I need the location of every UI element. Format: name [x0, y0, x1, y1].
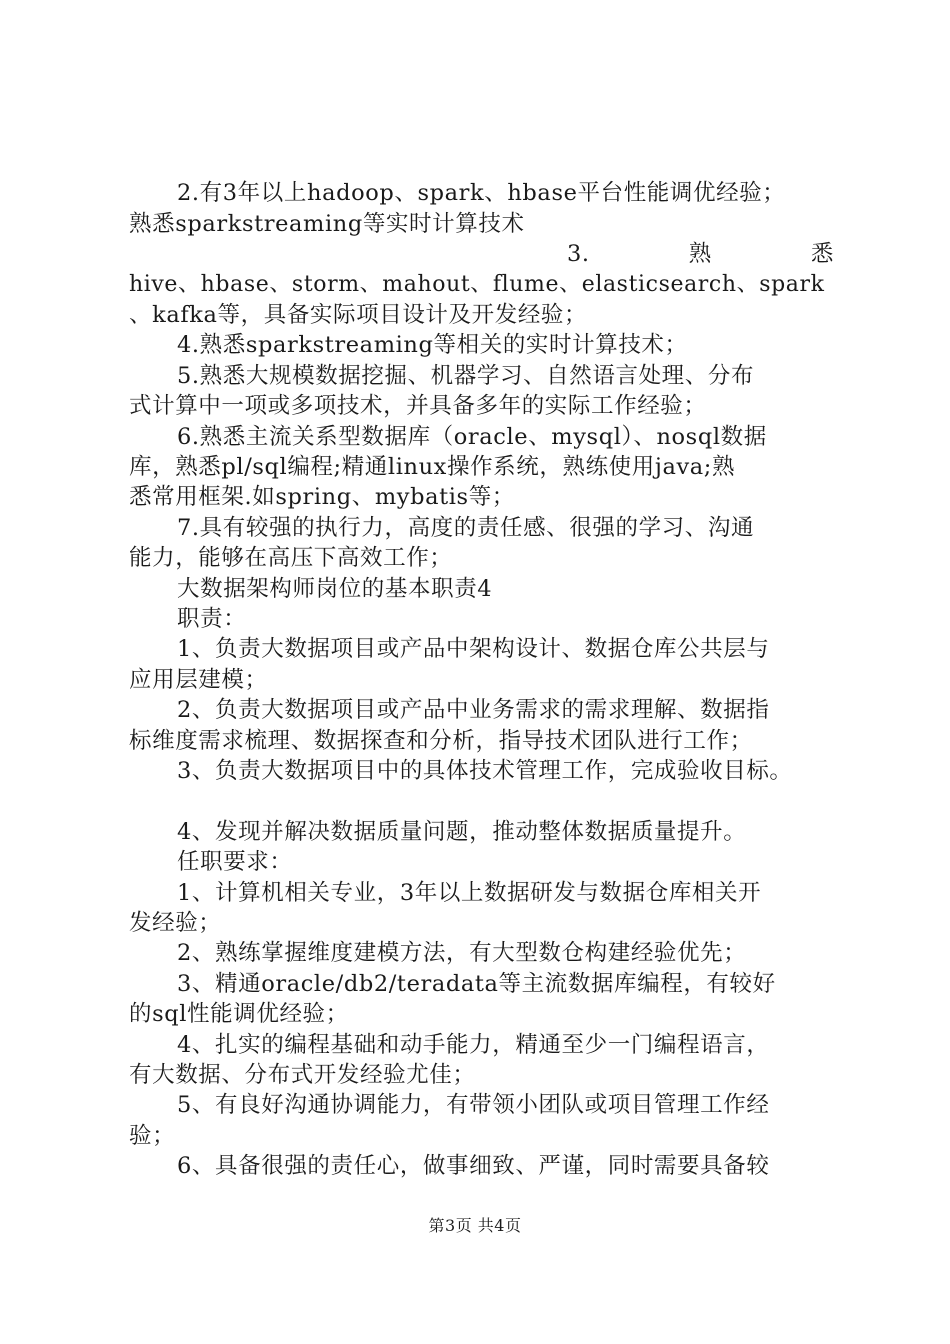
text-line: 应用层建模；: [129, 667, 268, 693]
text-line: hive、hbase、storm、mahout、flume、elasticsearch、spark: [129, 272, 825, 297]
text-line: 悉常用框架.如spring、mybatis等；: [129, 484, 515, 510]
text-line: 1、负责大数据项目或产品中架构设计、数据仓库公共层与: [177, 636, 770, 662]
text-line: 式计算中一项或多项技术，并具备多年的实际工作经验；: [129, 393, 707, 419]
page-footer: 第3页 共4页: [428, 1216, 522, 1235]
text-line: 的sql性能调优经验；: [129, 1001, 349, 1027]
text-line: 5.熟悉大规模数据挖掘、机器学习、自然语言处理、分布: [177, 363, 755, 389]
text-line: 5、有良好沟通协调能力，有带领小团队或项目管理工作经: [177, 1092, 770, 1118]
text-line: 4、扎实的编程基础和动手能力，精通至少一门编程语言，: [177, 1032, 770, 1058]
text-line: 2.有3年以上hadoop、spark、hbase平台性能调优经验；: [177, 180, 786, 206]
text-line: 6、具备很强的责任心，做事细致、严谨，同时需要具备较: [177, 1153, 770, 1179]
line-part: 悉: [810, 241, 834, 267]
text-line: 3、精通oracle/db2/teradata等主流数据库编程，有较好: [177, 971, 776, 997]
text-line: 7.具有较强的执行力，高度的责任感、很强的学习、沟通: [177, 515, 755, 541]
text-line: 4、发现并解决数据质量问题，推动整体数据质量提升。: [177, 819, 747, 845]
text-line: 、kafka等，具备实际项目设计及开发经验；: [129, 302, 588, 328]
text-line: 能力，能够在高压下高效工作；: [129, 545, 453, 571]
text-line: 2、熟练掌握维度建模方法，有大型数仓构建经验优先；: [177, 940, 747, 966]
text-line: 发经验；: [129, 910, 222, 936]
text-line: 1、计算机相关专业，3年以上数据研发与数据仓库相关开: [177, 880, 762, 906]
text-line: 2、负责大数据项目或产品中业务需求的需求理解、数据指: [177, 697, 770, 723]
text-line: 4.熟悉sparkstreaming等相关的实时计算技术；: [177, 332, 688, 358]
subheading: 任职要求：: [177, 849, 293, 875]
subheading: 职责：: [177, 606, 247, 632]
text-line: 6.熟悉主流关系型数据库（oracle、mysql）、nosql数据: [177, 424, 767, 450]
text-line: 库，熟悉pl/sql编程;精通linux操作系统，熟练使用java;熟: [129, 454, 736, 480]
text-line: 标维度需求梳理、数据探查和分析，指导技术团队进行工作；: [129, 728, 753, 754]
text-line: 熟悉sparkstreaming等实时计算技术: [129, 211, 525, 237]
section-heading: 大数据架构师岗位的基本职责4: [177, 576, 493, 602]
line-part: 熟: [688, 241, 712, 267]
line-part: 3.: [567, 241, 590, 267]
text-line: 有大数据、分布式开发经验尤佳；: [129, 1062, 476, 1088]
text-line: 3、负责大数据项目中的具体技术管理工作，完成验收目标。: [177, 758, 793, 784]
text-line-justified: [567, 239, 834, 269]
text-line: 验；: [129, 1123, 176, 1149]
